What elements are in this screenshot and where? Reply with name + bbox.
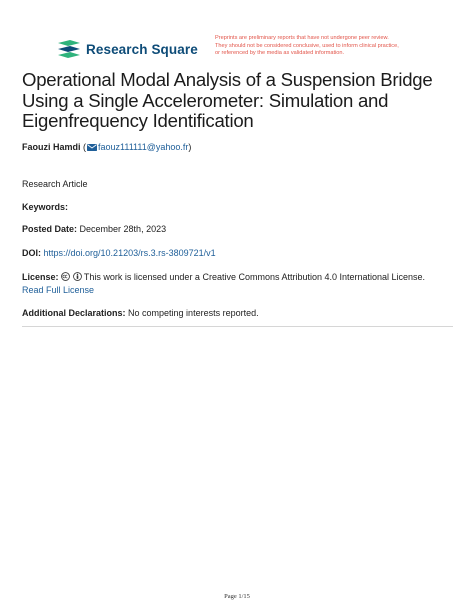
keywords-row <box>22 201 462 213</box>
research-square-logo[interactable] <box>58 38 198 60</box>
author-name: Faouzi Hamdi <box>22 142 81 152</box>
paper-title <box>22 70 462 132</box>
read-full-license-link[interactable]: Read Full License <box>22 285 95 295</box>
author-line <box>22 141 462 153</box>
preprint-disclaimer <box>215 35 470 58</box>
title-line: Using a Single Accelerometer: Simulation and <box>22 89 389 111</box>
declarations-value: No competing interests reported. <box>128 308 259 318</box>
disclaimer-line: They should not be considered conclusive, used to inform clinical practice, <box>215 42 399 49</box>
article-type: Research Article <box>22 179 88 189</box>
research-square-logo-icon <box>58 40 80 58</box>
title-line: Eigenfrequency Identification <box>22 110 254 131</box>
author-close-paren: ) <box>188 142 192 152</box>
license-text: This work is licensed under a Creative Commons Attribution 4.0 International License. <box>83 272 426 282</box>
envelope-icon <box>87 144 97 151</box>
license-row <box>22 271 462 283</box>
doi-link[interactable]: https://doi.org/10.21203/rs.3.rs-3809721/v1 <box>43 248 216 258</box>
creative-commons-icon <box>61 272 70 281</box>
posted-date-label: Posted Date: <box>22 224 78 234</box>
license-link-row <box>22 284 462 296</box>
author-open-paren: ( <box>83 142 87 152</box>
page-number: Page 1/15 <box>224 593 250 600</box>
posted-date-row <box>22 223 462 235</box>
posted-date-value: December 28th, 2023 <box>79 224 167 234</box>
declarations-label: Additional Declarations: <box>22 308 126 318</box>
title-line: Operational Modal Analysis of a Suspension Bridge <box>22 69 433 90</box>
header <box>0 34 474 64</box>
doi-label: DOI: <box>22 248 41 258</box>
declarations-row <box>22 307 462 319</box>
keywords-label: Keywords: <box>22 202 69 212</box>
logo-text: Research Square <box>86 41 198 57</box>
attribution-icon <box>73 272 82 281</box>
author-email-link[interactable]: faouz111111@yahoo.fr <box>98 142 189 152</box>
disclaimer-line: or referenced by the media as validated information. <box>215 50 345 56</box>
license-label: License: <box>22 272 59 282</box>
divider <box>22 326 453 327</box>
disclaimer-line: Preprints are preliminary reports that have not undergone peer review. <box>215 35 389 41</box>
doi-row <box>22 247 462 259</box>
